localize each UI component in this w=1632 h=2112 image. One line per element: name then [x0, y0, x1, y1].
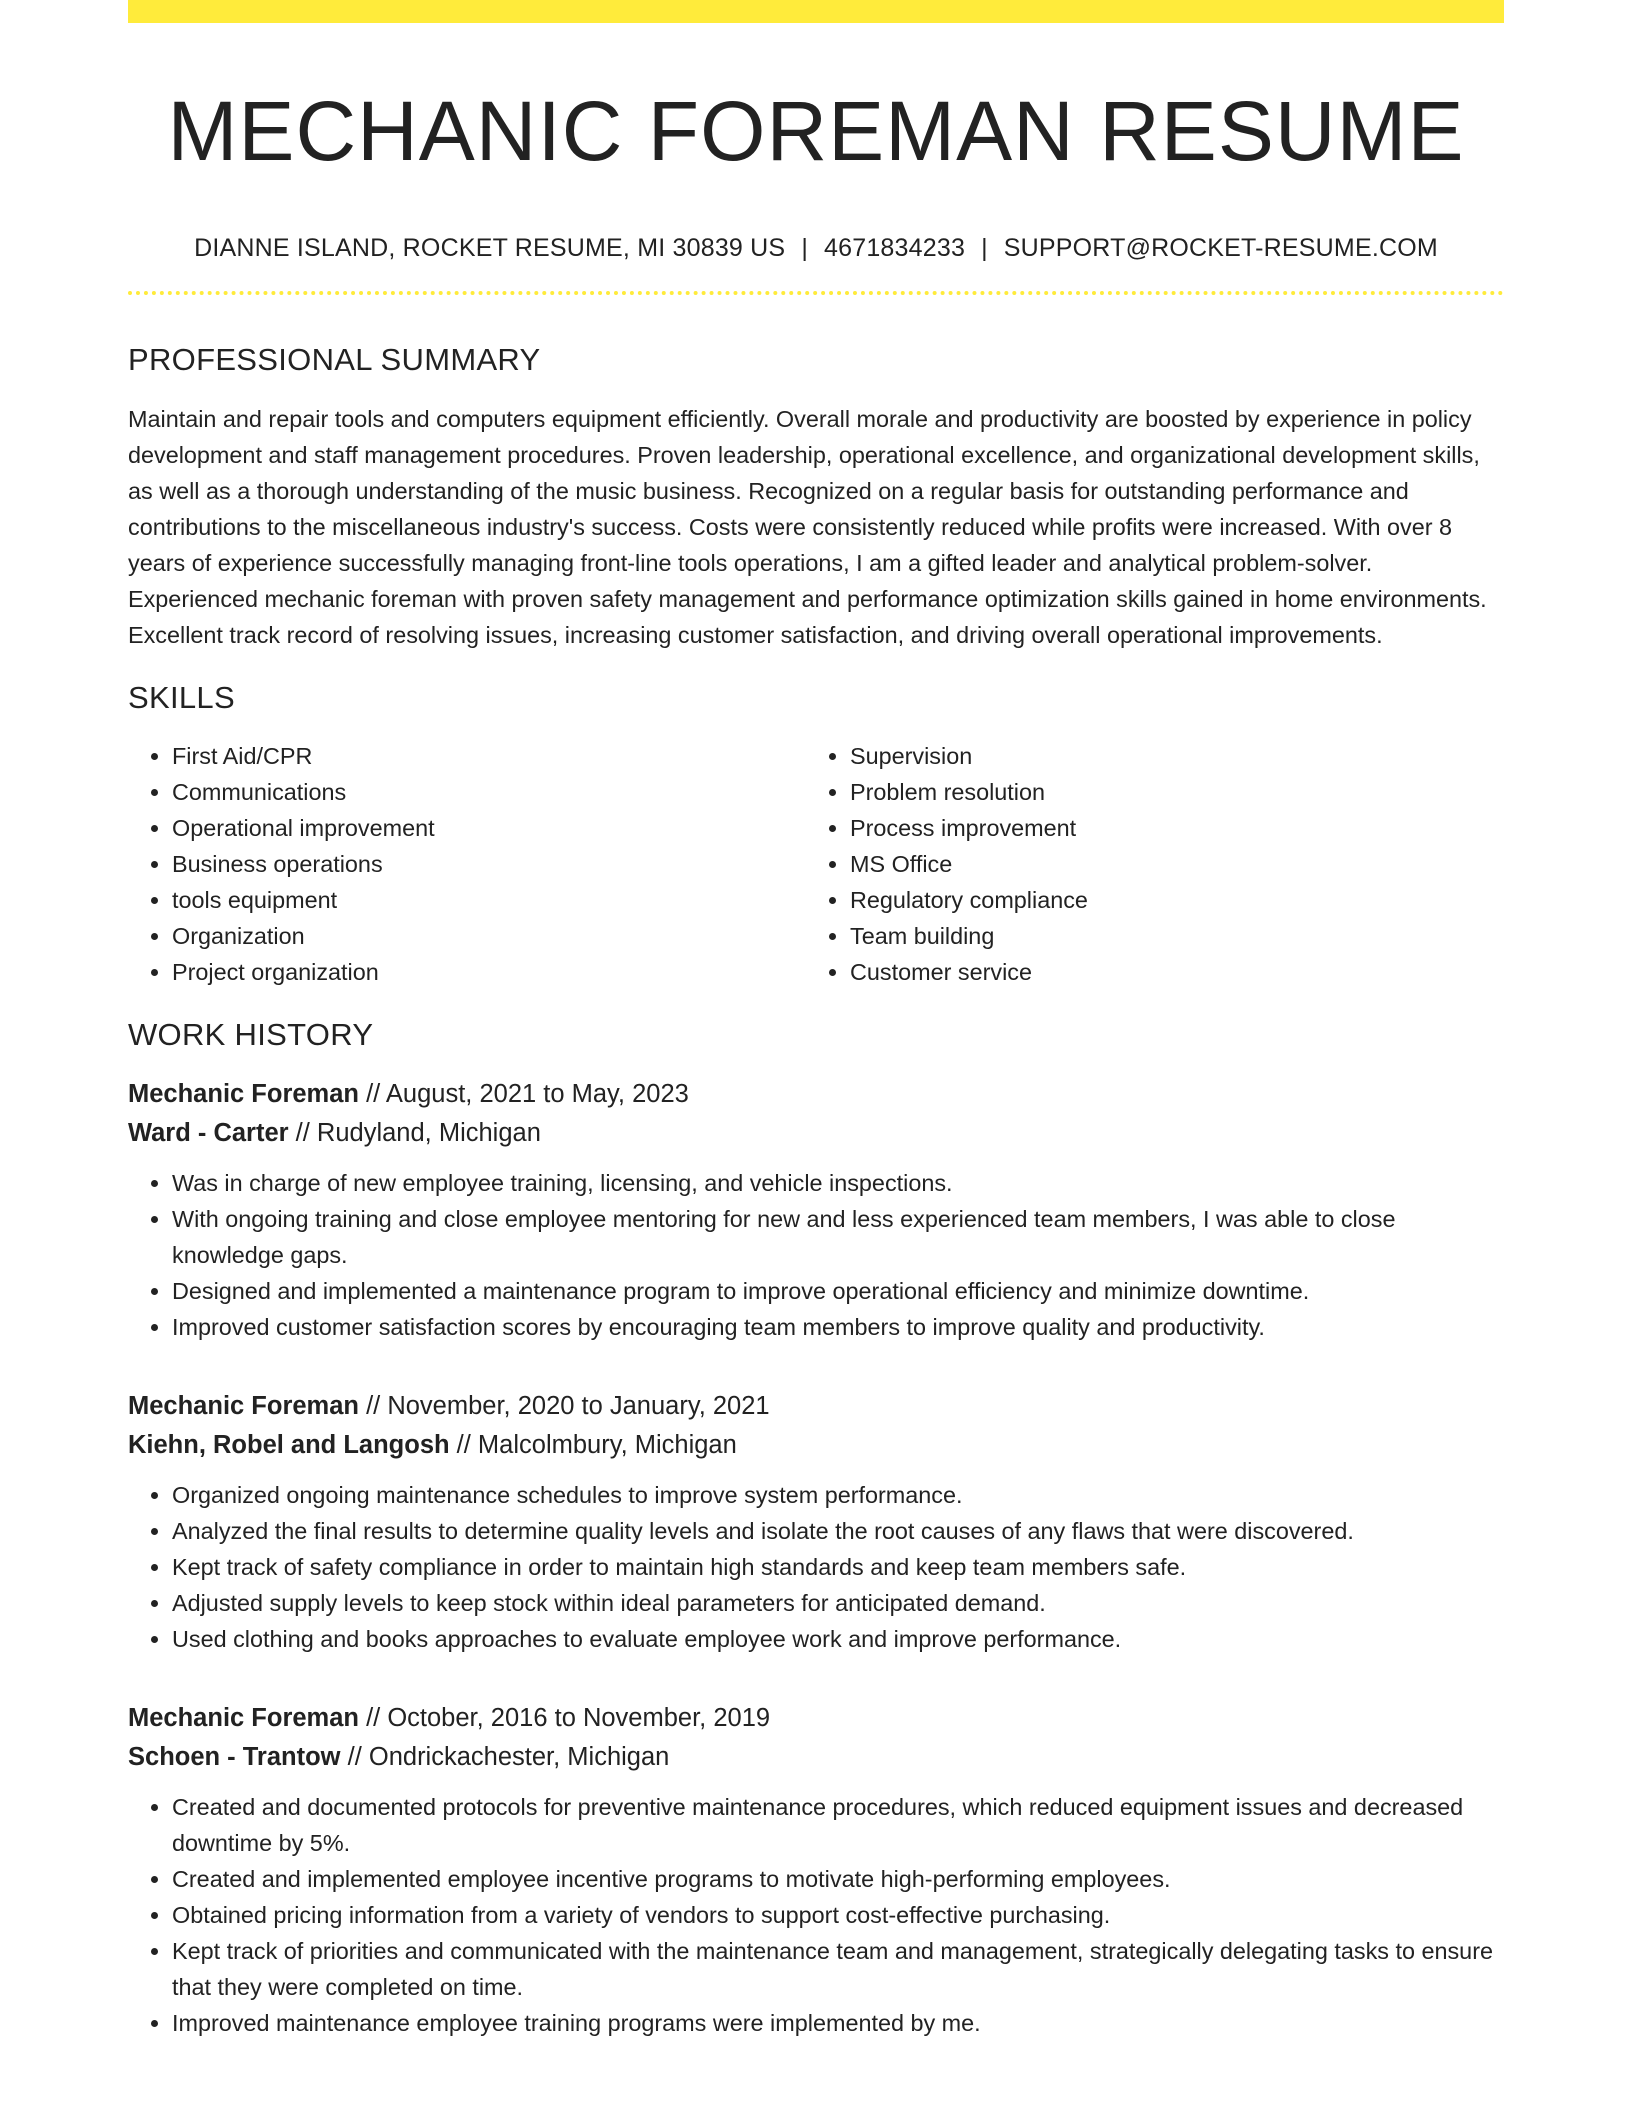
contact-line	[128, 233, 1504, 263]
skill-item: • Operational improvement	[172, 810, 806, 846]
skill-item: • Business operations	[172, 846, 806, 882]
skill-item: • Process improvement	[850, 810, 1484, 846]
skill-item: • Organization	[172, 918, 806, 954]
skill-item: • Customer service	[850, 954, 1484, 990]
job-location: // Malcolmbury, Michigan	[449, 1430, 737, 1459]
job-bullets	[128, 1789, 1504, 2041]
dotted-divider	[128, 291, 1504, 295]
skill-item: • Team building	[850, 918, 1484, 954]
skill-item: • Supervision	[850, 738, 1484, 774]
work-history-heading: WORK HISTORY	[128, 1016, 374, 1052]
skill-item: • Regulatory compliance	[850, 882, 1484, 918]
job-title: Mechanic Foreman	[128, 1391, 359, 1420]
job-dates: // October, 2016 to November, 2019	[358, 1703, 771, 1732]
job-bullet: • Improved customer satisfaction scores by encouraging team members to improve quality and productivity.	[172, 1309, 1504, 1345]
job-bullet: • Used clothing and books approaches to evaluate employee work and improve performance.	[172, 1621, 1504, 1657]
job-company-line	[128, 1738, 1504, 1777]
contact-address: DIANNE ISLAND, ROCKET RESUME, MI 30839 US	[194, 234, 786, 263]
contact-email: SUPPORT@ROCKET-RESUME.COM	[1003, 234, 1438, 263]
job-location: // Rudyland, Michigan	[288, 1118, 541, 1147]
skill-item: • First Aid/CPR	[172, 738, 806, 774]
job-title-line	[128, 1075, 1504, 1114]
resume-title: MECHANIC FOREMAN RESUME	[167, 84, 1465, 178]
skills-column-left	[128, 738, 806, 990]
contact-separator: |	[981, 234, 988, 263]
job-bullet: • Designed and implemented a maintenance program to improve operational efficiency and minimize downtime.	[172, 1273, 1504, 1309]
top-accent-bar	[128, 0, 1504, 23]
job-company: Kiehn, Robel and Langosh	[128, 1430, 450, 1459]
summary-heading: PROFESSIONAL SUMMARY	[128, 342, 541, 378]
job-bullet: • Created and implemented employee incentive programs to motivate high-performing employees.	[172, 1861, 1504, 1897]
skill-item: • Project organization	[172, 954, 806, 990]
contact-separator: |	[801, 234, 809, 263]
job-bullets	[128, 1477, 1504, 1657]
skills-heading: SKILLS	[128, 679, 235, 715]
job-company-line	[128, 1114, 1504, 1153]
job-bullet: • Created and documented protocols for preventive maintenance procedures, which reduced equipment issues and decreased downtime by 5%.	[172, 1789, 1504, 1861]
skill-item: • tools equipment	[172, 882, 806, 918]
job-company: Ward - Carter	[128, 1118, 289, 1147]
skills-column-right	[806, 738, 1484, 990]
job-company-line	[128, 1426, 1504, 1465]
skill-item: • Communications	[172, 774, 806, 810]
job-dates: // November, 2020 to January, 2021	[358, 1391, 770, 1420]
job-company: Schoen - Trantow	[128, 1742, 341, 1771]
job-dates: // August, 2021 to May, 2023	[358, 1079, 689, 1108]
job-title-line	[128, 1699, 1504, 1738]
job-bullets	[128, 1165, 1504, 1345]
skill-item: • Problem resolution	[850, 774, 1484, 810]
contact-phone: 4671834233	[824, 234, 966, 263]
job-bullet: • Analyzed the final results to determine quality levels and isolate the root causes of any flaws that were discovered.	[172, 1513, 1504, 1549]
job-entry	[128, 1075, 1504, 1345]
job-bullet: • Kept track of priorities and communicated with the maintenance team and management, strategically delegating tasks to ensure that they were completed on time.	[172, 1933, 1504, 2005]
job-location: // Ondrickachester, Michigan	[340, 1742, 670, 1771]
job-bullet: • Was in charge of new employee training, licensing, and vehicle inspections.	[172, 1165, 1504, 1201]
summary-text: Maintain and repair tools and computers equipment efficiently. Overall morale and productivity are boosted by experience in policy development and staff management procedures. Proven leadership, operational excellence, and organizational development skills, as well as a thorough understanding of the music business. Recognized on a regular basis for outstanding performance and contributions to the miscellaneous industry's success. Costs were consistently reduced while profits were increased. With over 8 years of experience successfully managing front-line tools operations, I am a gifted leader and analytical problem-solver. Experienced mechanic foreman with proven safety management and performance optimization skills gained in home environments. Excellent track record of resolving issues, increasing customer satisfaction, and driving overall operational improvements.	[128, 405, 1487, 648]
job-entry	[128, 1699, 1504, 2041]
job-bullet: • Improved maintenance employee training programs were implemented by me.	[172, 2005, 1504, 2041]
job-bullet: • Kept track of safety compliance in order to maintain high standards and keep team members safe.	[172, 1549, 1504, 1585]
resume-page	[128, 0, 1504, 2041]
skills-list	[128, 738, 1504, 990]
job-title: Mechanic Foreman	[128, 1079, 359, 1108]
job-bullet: • Obtained pricing information from a variety of vendors to support cost-effective purchasing.	[172, 1897, 1504, 1933]
job-bullet: • Organized ongoing maintenance schedules to improve system performance.	[172, 1477, 1504, 1513]
job-bullet: • Adjusted supply levels to keep stock within ideal parameters for anticipated demand.	[172, 1585, 1504, 1621]
skill-item: • MS Office	[850, 846, 1484, 882]
job-title-line	[128, 1387, 1504, 1426]
job-title: Mechanic Foreman	[128, 1703, 359, 1732]
job-bullet: • With ongoing training and close employee mentoring for new and less experienced team members, I was able to close knowledge gaps.	[172, 1201, 1504, 1273]
job-entry	[128, 1387, 1504, 1657]
